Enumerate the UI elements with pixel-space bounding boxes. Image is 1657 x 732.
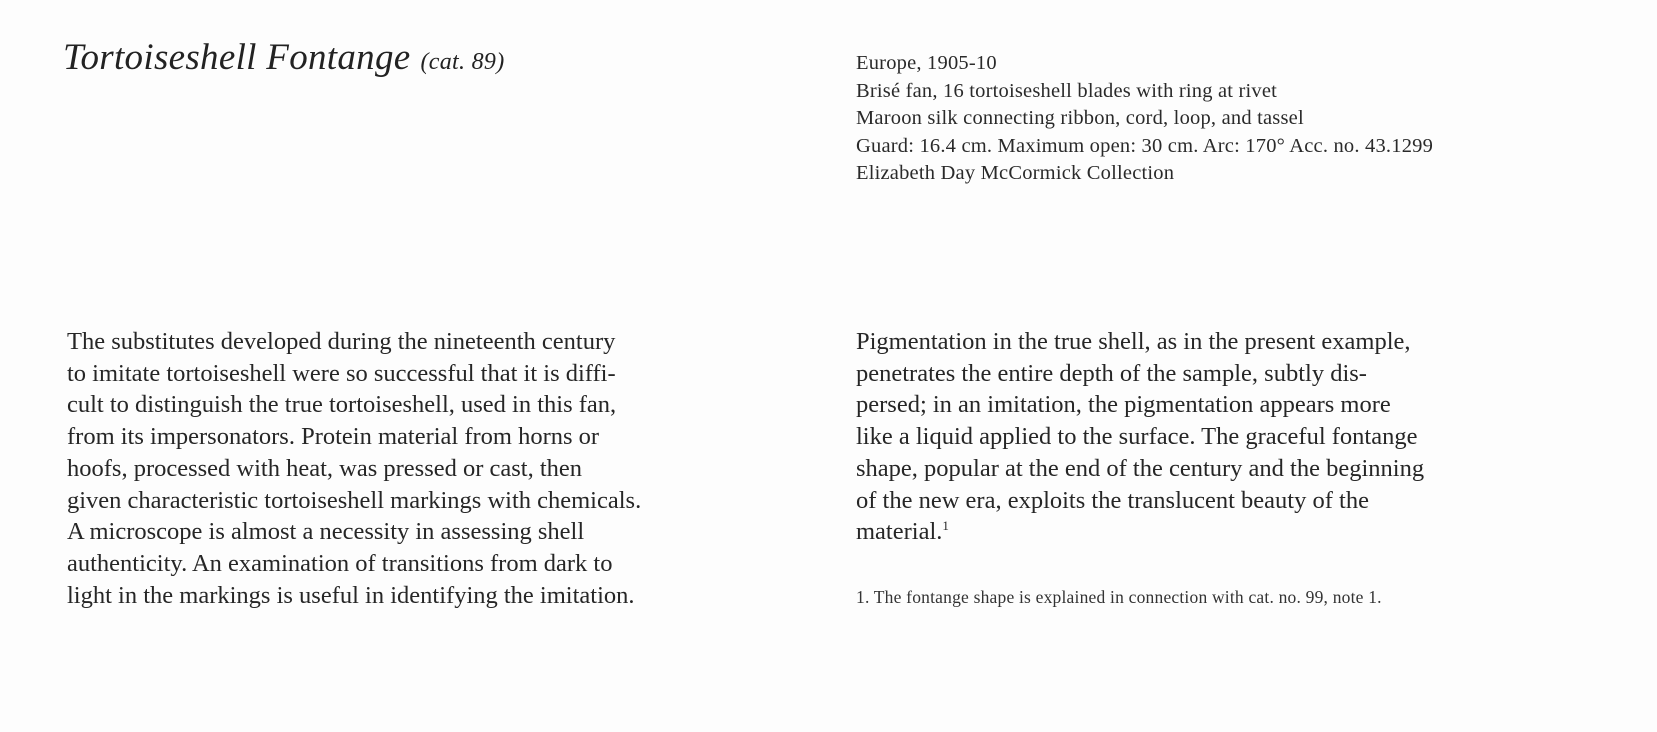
body-paragraph-right: [856, 326, 1596, 548]
text-line: like a liquid applied to the surface. The graceful fontange: [856, 423, 1418, 451]
catalog-number: (cat. 89): [420, 49, 505, 75]
meta-origin: Europe, 1905-10: [856, 52, 997, 74]
body-paragraph-left: [67, 326, 797, 611]
text-line: given characteristic tortoiseshell markings with chemicals.: [67, 486, 642, 514]
text-line: light in the markings is useful in identifying the imitation.: [67, 581, 635, 609]
text-line: cult to distinguish the true tortoiseshell, used in this fan,: [67, 391, 617, 419]
text-line: persed; in an imitation, the pigmentation appears more: [856, 391, 1391, 419]
text-line-last: [856, 516, 1596, 548]
meta-description: Brisé fan, 16 tortoiseshell blades with ring at rivet: [856, 79, 1278, 102]
text-line: authenticity. An examination of transitions from dark to: [67, 549, 613, 577]
footnote-marker: 1: [942, 518, 949, 534]
footnote: 1. The fontange shape is explained in connection with cat. no. 99, note 1.: [856, 587, 1382, 607]
text-line: to imitate tortoiseshell were so successful that it is diffi-: [67, 359, 616, 387]
text-line: shape, popular at the end of the century and the beginning: [856, 454, 1425, 482]
text-line: Pigmentation in the true shell, as in the present example,: [856, 328, 1411, 355]
text-line: penetrates the entire depth of the sample, subtly dis-: [856, 359, 1367, 387]
text-line: from its impersonators. Protein material from horns or: [67, 423, 600, 451]
text-line: material.: [856, 518, 943, 546]
meta-collection: Elizabeth Day McCormick Collection: [856, 162, 1175, 184]
meta-materials: Maroon silk connecting ribbon, cord, loop, and tassel: [856, 107, 1304, 129]
text-line: of the new era, exploits the translucent beauty of the: [856, 486, 1369, 514]
object-details: [856, 50, 1433, 188]
title-text: Tortoiseshell Fontange: [63, 37, 411, 78]
page-title: [63, 36, 505, 79]
meta-dimensions: Guard: 16.4 cm. Maximum open: 30 cm. Arc: 170° Acc. no. 43.1299: [856, 134, 1434, 157]
text-line: The substitutes developed during the nineteenth century: [67, 328, 616, 355]
text-line: A microscope is almost a necessity in assessing shell: [67, 518, 585, 546]
text-line: hoofs, processed with heat, was pressed or cast, then: [67, 454, 583, 482]
